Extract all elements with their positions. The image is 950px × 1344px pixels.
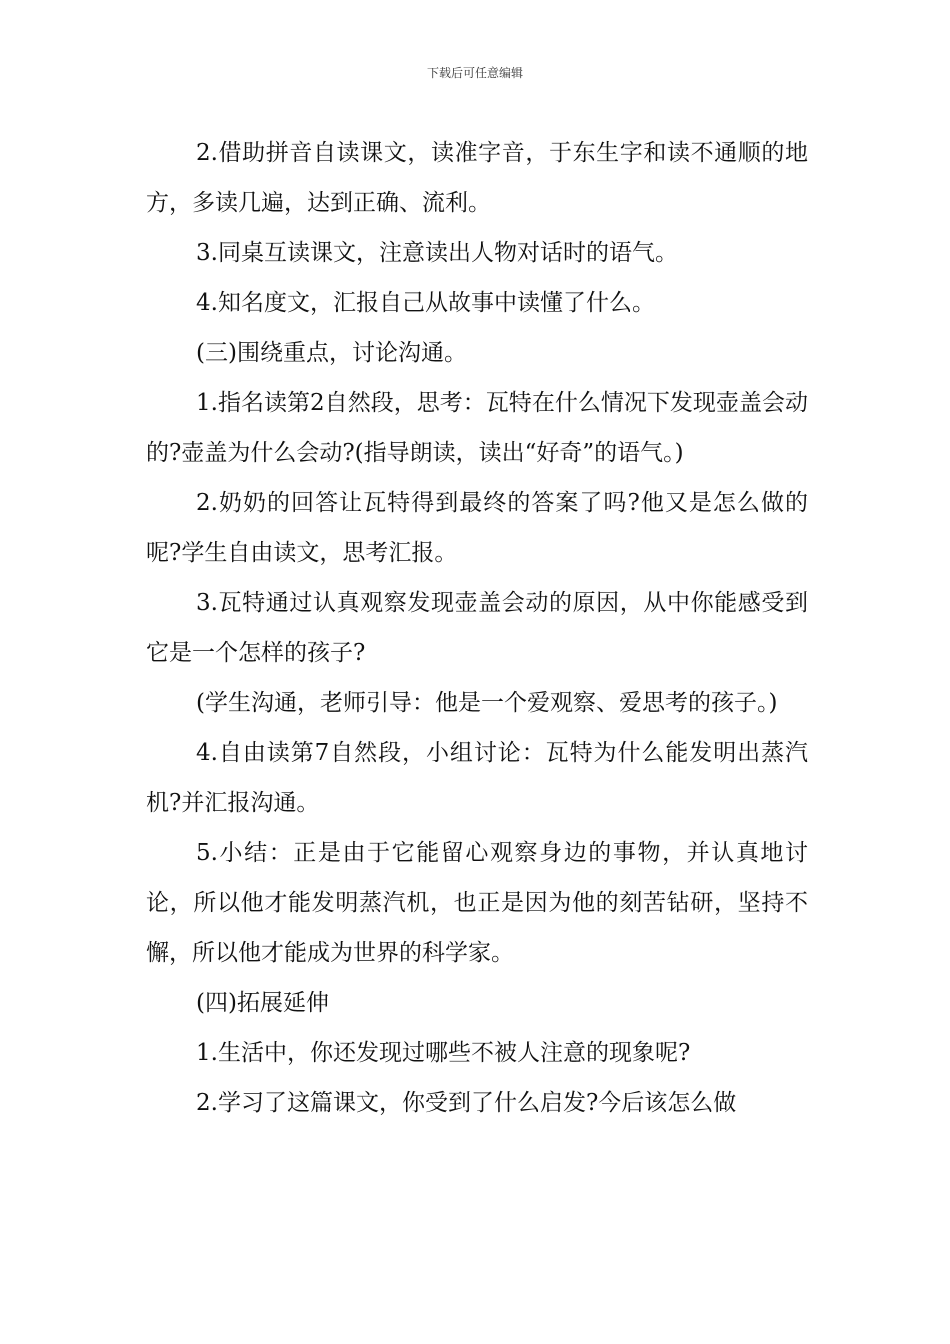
paragraph-discussion-step-4: 4.自由读第7自然段，小组讨论：瓦特为什么能发明出蒸汽机?并汇报沟通。 <box>146 740 808 816</box>
paragraph-extension-step-2: 2.学习了这篇课文，你受到了什么启发?今后该怎么做 <box>196 1090 737 1116</box>
paragraph-teacher-guidance: (学生沟通，老师引导：他是一个爱观察、爱思考的孩子。) <box>196 690 778 716</box>
section-heading-three: (三)围绕重点，讨论沟通。 <box>196 340 467 366</box>
paragraph-reading-step-4: 4.知名度文，汇报自己从故事中读懂了什么。 <box>196 290 655 316</box>
paragraph-discussion-step-3: 3.瓦特通过认真观察发现壶盖会动的原因，从中你能感受到它是一个怎样的孩子? <box>146 590 808 666</box>
paragraph-discussion-step-1: 1.指名读第2自然段，思考：瓦特在什么情况下发现壶盖会动的?壶盖为什么会动?(指导朗读，读出“好奇”的语气。) <box>146 390 808 466</box>
page-header: 下载后可任意编辑 <box>426 66 523 80</box>
section-heading-four: (四)拓展延伸 <box>196 990 329 1016</box>
document-body <box>146 128 808 1128</box>
paragraph-discussion-step-2: 2.奶奶的回答让瓦特得到最终的答案了吗?他又是怎么做的呢?学生自由读文，思考汇报。 <box>146 490 808 566</box>
paragraph-extension-step-1: 1.生活中，你还发现过哪些不被人注意的现象呢? <box>196 1040 691 1066</box>
paragraph-reading-step-2: 2.借助拼音自读课文，读准字音，于东生字和读不通顺的地方，多读几遍，达到正确、流利。 <box>146 140 808 216</box>
paragraph-summary: 5.小结：正是由于它能留心观察身边的事物，并认真地讨论，所以他才能发明蒸汽机，也正是因为他的刻苦钻研，坚持不懈，所以他才能成为世界的科学家。 <box>146 840 808 966</box>
paragraph-reading-step-3: 3.同桌互读课文，注意读出人物对话时的语气。 <box>196 240 678 266</box>
